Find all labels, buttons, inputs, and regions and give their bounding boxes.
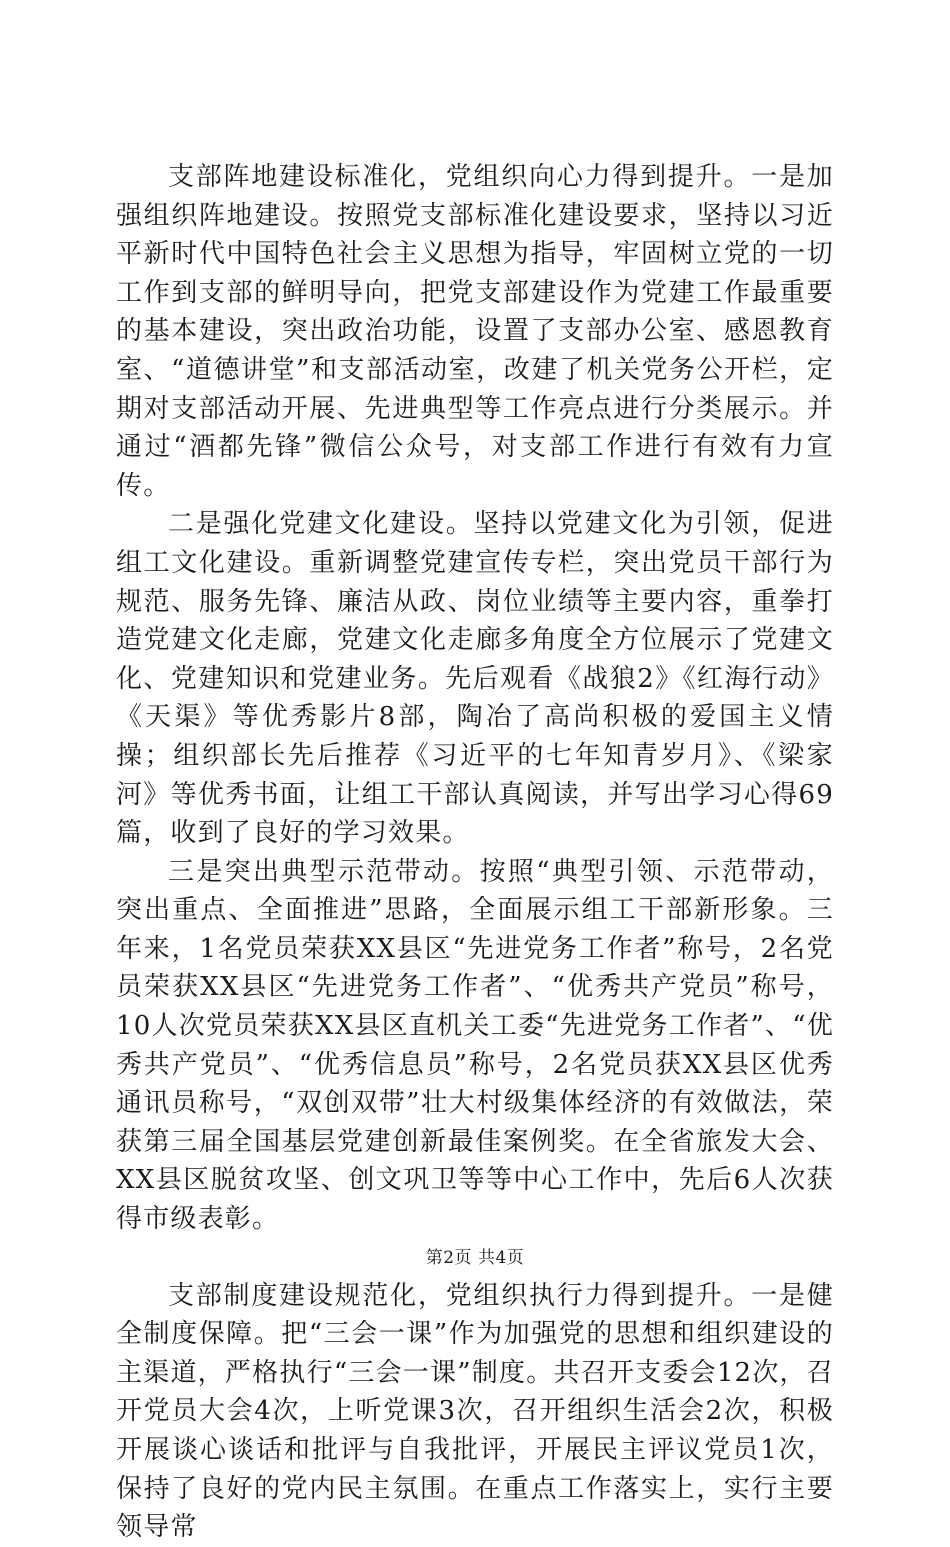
paragraph-1: 支部阵地建设标准化，党组织向心力得到提升。一是加强组织阵地建设。按照党支部标准化建设要求，坚持以习近平新时代中国特色社会主义思想为指导，牢固树立党的一切工作到支部的鲜明导向，把党支部建设作为党建工作最重要的基本建设，突出政治功能，设置了支部办公室、感恩教育室、“道德讲堂”和支部活动室，改建了机关党务公开栏，定期对支部活动开展、先进典型等工作亮点进行分类展示。并通过“酒都先锋”微信公众号，对支部工作进行有效有力宣传。 (116, 162, 834, 501)
paragraph-4: 支部制度建设规范化，党组织执行力得到提升。一是健全制度保障。把“三会一课”作为加强党的思想和组织建设的主渠道，严格执行“三会一课”制度。共召开支委会12次，召开党员大会4次，上听党课3次，召开组织生活会2次，积极开展谈心谈话和批评与自我批评，开展民主评议党员1次，保持了良好的党内民主氛围。在重点工作落实上，实行主要领导常 (116, 1280, 834, 1543)
document-body (116, 158, 834, 1547)
paragraph-2: 二是强化党建文化建设。坚持以党建文化为引领，促进组工文化建设。重新调整党建宣传专栏，突出党员干部行为规范、服务先锋、廉洁从政、岗位业绩等主要内容，重拳打造党建文化走廊，党建文化走廊多角度全方位展示了党建文化、党建知识和党建业务。先后观看《战狼2》《红海行动》《天渠》等优秀影片8部，陶冶了高尚积极的爱国主义情操；组织部长先后推荐《习近平的七年知青岁月》、《梁家河》等优秀书面，让组工干部认真阅读，并写出学习心得69篇，收到了良好的学习效果。 (116, 509, 834, 849)
page-number-footer: 第2页 共4页 (425, 1248, 525, 1268)
paragraph-3: 三是突出典型示范带动。按照“典型引领、示范带动，突出重点、全面推进”思路，全面展示组工干部新形象。三年来，1名党员荣获XX县区“先进党务工作者”称号，2名党员荣获XX县区“先进党务工作者”、“优秀共产党员”称号，10人次党员荣获XX县区直机关工委“先进党务工作者”、“优秀共产党员”、“优秀信息员”称号，2名党员获XX县区优秀通讯员称号，“双创双带”壮大村级集体经济的有效做法，荣获第三届全国基层党建创新最佳案例奖。在全省旅发大会、XX县区脱贫攻坚、创文巩卫等等中心工作中，先后6人次获得市级表彰。 (116, 856, 834, 1235)
